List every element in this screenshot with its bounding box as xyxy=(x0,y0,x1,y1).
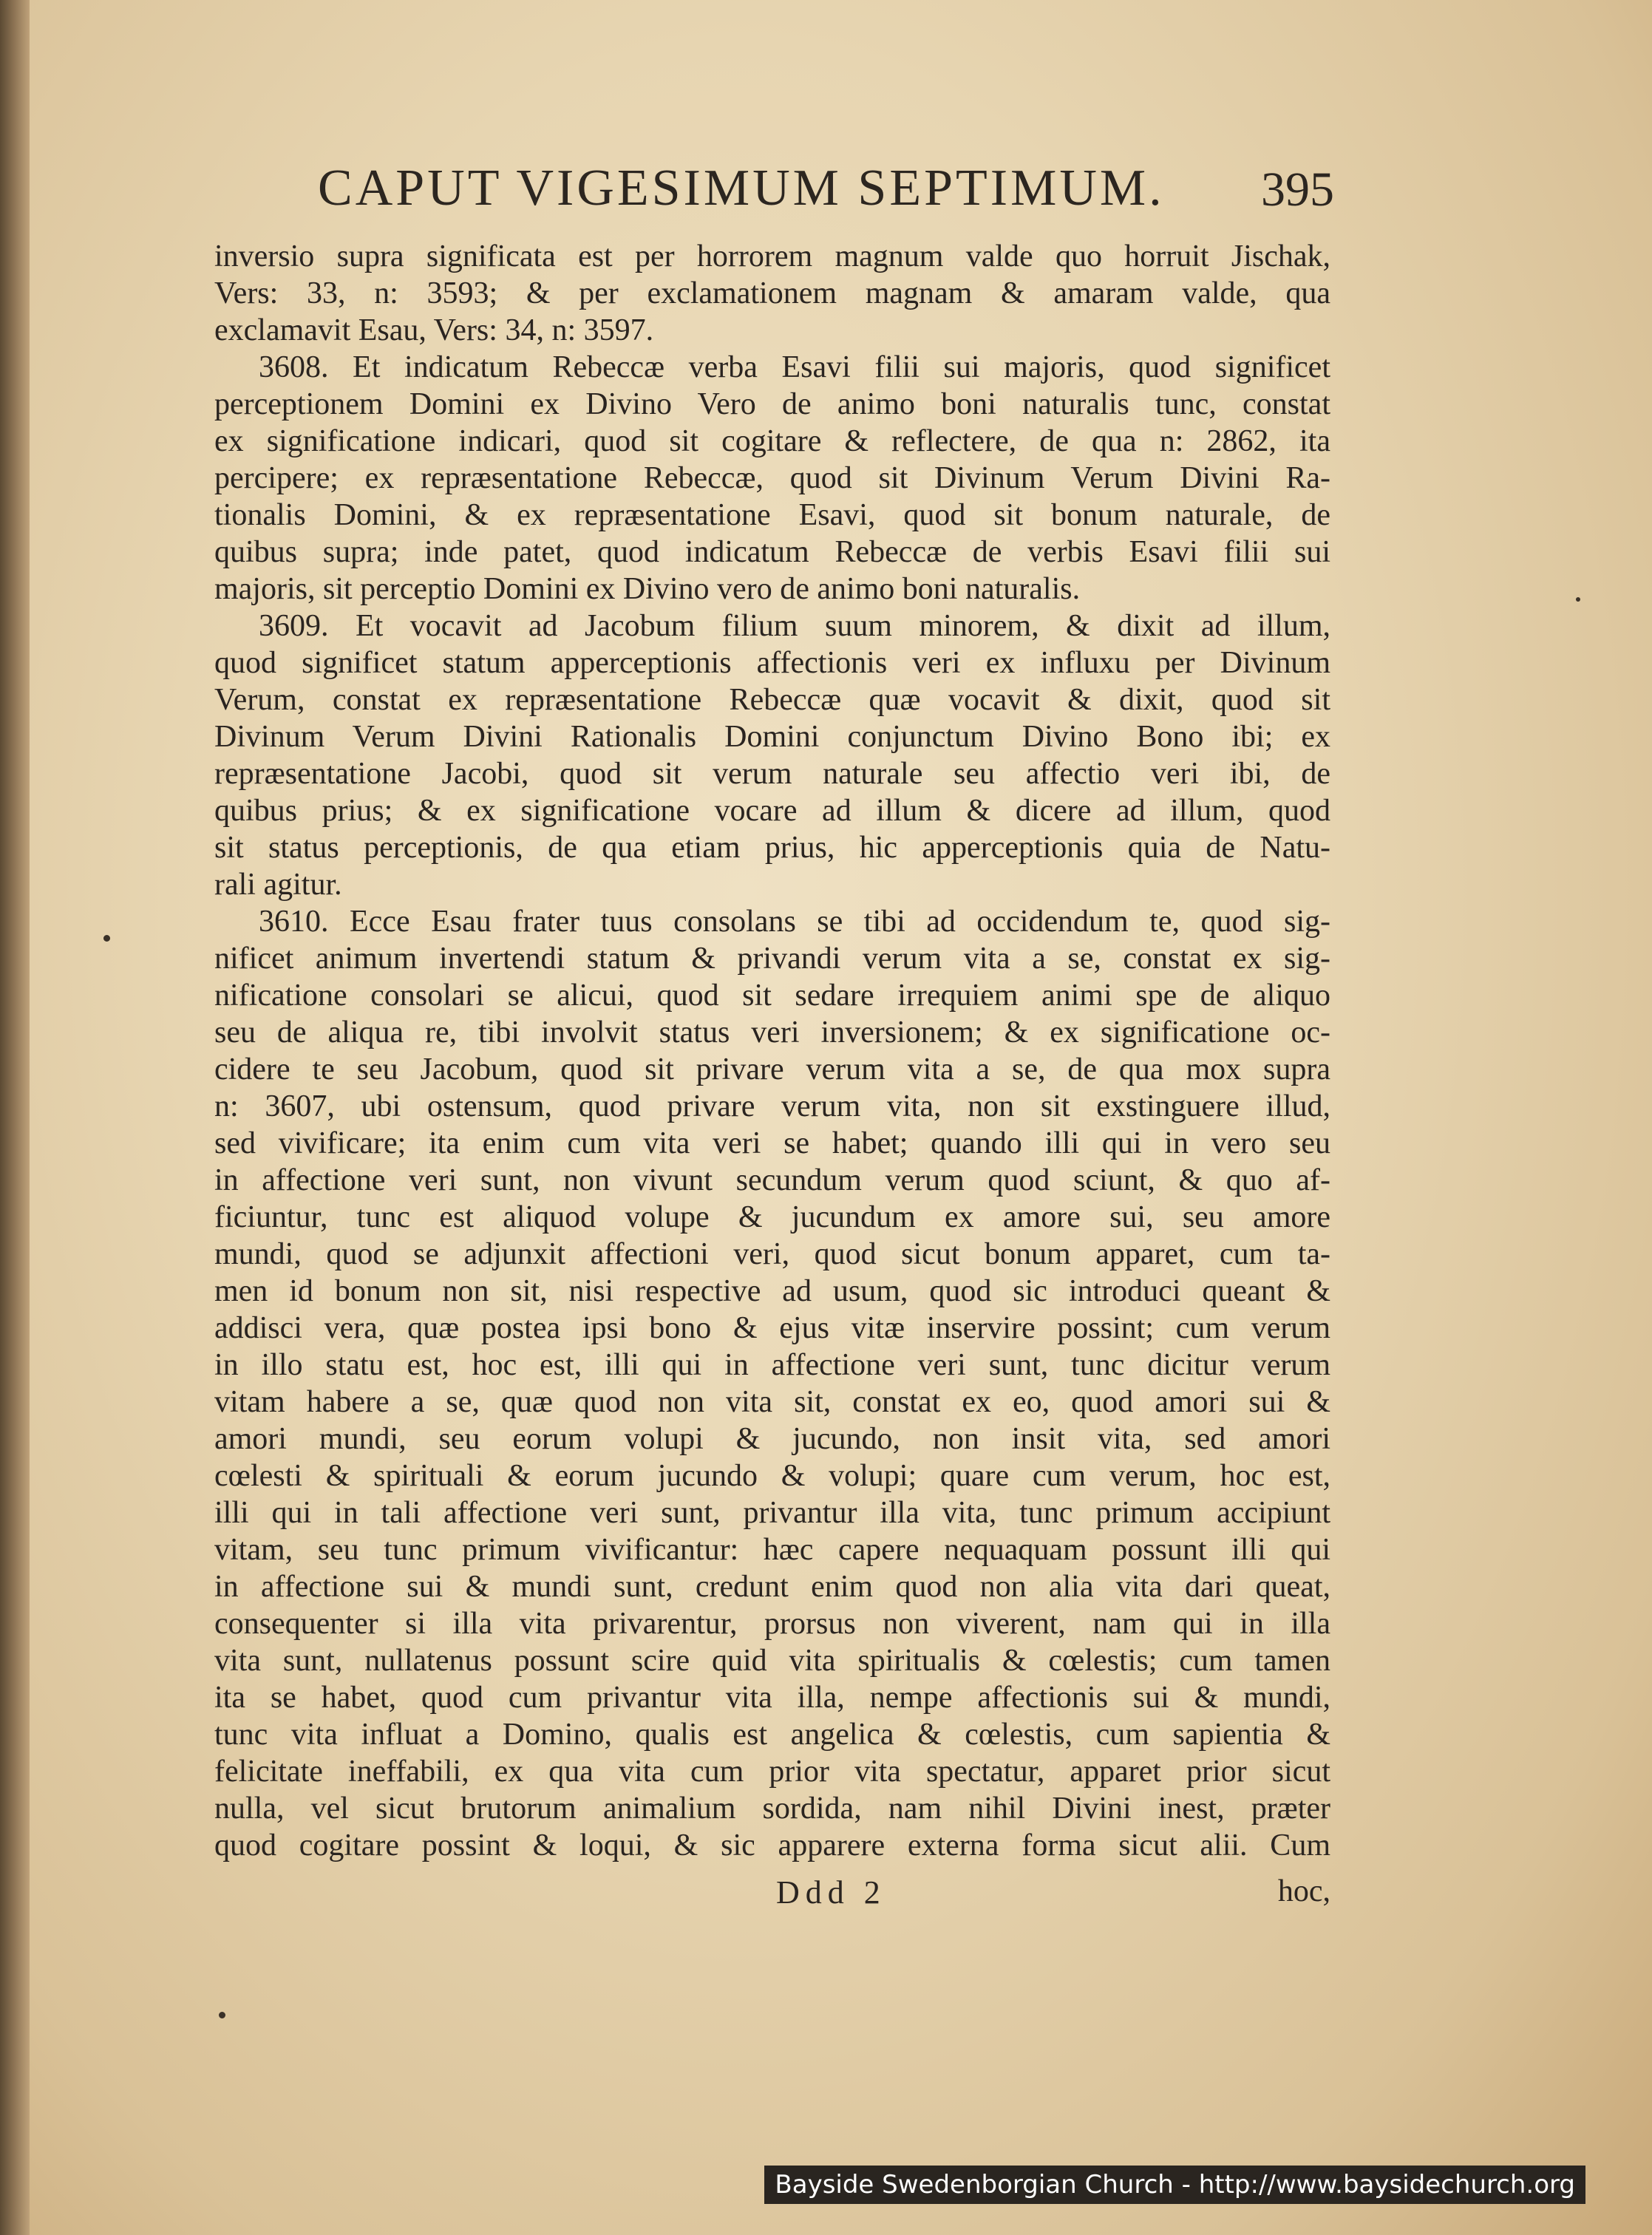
text-line: vitam habere a se, quæ quod non vita sit, constat ex eo, quod amori sui & xyxy=(214,1385,1330,1419)
text-line: nulla, vel sicut brutorum animalium sordida, nam nihil Divini inest, præter xyxy=(214,1792,1330,1826)
text-line: ita se habet, quod cum privantur vita illa, nempe affectionis sui & mundi, xyxy=(214,1681,1330,1715)
text-line: majoris, sit perceptio Domini ex Divino vero de animo boni naturalis. xyxy=(214,572,1081,606)
text-line: sed vivificare; ita enim cum vita veri se habet; quando illi qui in vero seu xyxy=(214,1126,1330,1160)
text-block xyxy=(214,238,1330,1864)
text-line: rali agitur. xyxy=(214,868,342,902)
text-line: ficiuntur, tunc est aliquod volupe & jucundum ex amore sui, seu amore xyxy=(214,1200,1330,1234)
text-line: quod cogitare possint & loqui, & sic apparere externa forma sicut alii. Cum xyxy=(214,1829,1330,1862)
text-line: n: 3607, ubi ostensum, quod privare verum vita, non sit exstinguere illud, xyxy=(214,1089,1330,1123)
text-line: quibus prius; & ex significatione vocare ad illum & dicere ad illum, quod xyxy=(214,794,1330,828)
paragraph-3610-start: 3610. Ecce Esau frater tuus consolans se tibi ad occidendum te, quod sig- xyxy=(259,905,1330,939)
text-line: Verum, constat ex repræsentatione Rebeccæ quæ vocavit & dixit, quod sit xyxy=(214,683,1330,717)
text-line: tionalis Domini, & ex repræsentatione Esavi, quod sit bonum naturale, de xyxy=(214,498,1330,532)
text-line: repræsentatione Jacobi, quod sit verum naturale seu affectio veri ibi, de xyxy=(214,757,1330,791)
catchword: hoc, xyxy=(1277,1874,1330,1908)
ink-speck xyxy=(219,2012,225,2018)
text-line: consequenter si illa vita privarentur, prorsus non viverent, nam qui in illa xyxy=(214,1607,1330,1641)
text-line: Divinum Verum Divini Rationalis Domini conjunctum Divino Bono ibi; ex xyxy=(214,720,1330,754)
paragraph-3609-start: 3609. Et vocavit ad Jacobum filium suum minorem, & dixit ad illum, xyxy=(259,609,1330,643)
text-line: inversio supra significata est per horrorem magnum valde quo horruit Jischak, xyxy=(214,239,1330,273)
text-line: cidere te seu Jacobum, quod sit privare verum vita a se, de qua mox supra xyxy=(214,1052,1330,1086)
paragraph-3608-start: 3608. Et indicatum Rebeccæ verba Esavi filii sui majoris, quod significet xyxy=(259,350,1330,384)
ink-speck xyxy=(103,935,110,942)
text-line: mundi, quod se adjunxit affectioni veri, quod sicut bonum apparet, cum ta- xyxy=(214,1237,1330,1271)
text-line: addisci vera, quæ postea ipsi bono & ejus vitæ inservire possint; cum verum xyxy=(214,1311,1330,1345)
text-line: nificatione consolari se alicui, quod sit sedare irrequiem animi spe de aliquo xyxy=(214,979,1330,1013)
signature-mark: Ddd 2 xyxy=(776,1874,886,1911)
text-line: nificet animum invertendi statum & privandi verum vita a se, constat ex sig- xyxy=(214,942,1330,976)
text-line: Vers: 33, n: 3593; & per exclamationem magnam & amaram valde, qua xyxy=(214,276,1330,310)
text-line: percipere; ex repræsentatione Rebeccæ, quod sit Divinum Verum Divini Ra- xyxy=(214,461,1330,495)
text-line: seu de aliqua re, tibi involvit status veri inversionem; & ex significatione oc- xyxy=(214,1016,1330,1050)
text-line: in affectione veri sunt, non vivunt secundum verum quod sciunt, & quo af- xyxy=(214,1163,1330,1197)
watermark: Bayside Swedenborgian Church - http://www.baysidechurch.org xyxy=(764,2166,1585,2204)
book-gutter xyxy=(0,0,30,2235)
running-header xyxy=(318,159,1334,225)
text-line: felicitate ineffabili, ex qua vita cum prior vita spectatur, apparet prior sicut xyxy=(214,1755,1330,1789)
text-line: illi qui in tali affectione veri sunt, privantur illa vita, tunc primum accipiunt xyxy=(214,1496,1330,1530)
page-number: 395 xyxy=(1261,163,1334,217)
text-line: quibus supra; inde patet, quod indicatum Rebeccæ de verbis Esavi filii sui xyxy=(214,535,1330,569)
text-line: perceptionem Domini ex Divino Vero de animo boni naturalis tunc, constat xyxy=(214,387,1330,421)
text-line: sit status perceptionis, de qua etiam prius, hic apperceptionis quia de Natu- xyxy=(214,831,1330,865)
text-line: exclamavit Esau, Vers: 34, n: 3597. xyxy=(214,313,654,347)
chapter-title: CAPUT VIGESIMUM SEPTIMUM. xyxy=(318,160,1165,217)
text-line: amori mundi, seu eorum volupi & jucundo, non insit vita, sed amori xyxy=(214,1422,1330,1456)
text-line: cœlesti & spirituali & eorum jucundo & volupi; quare cum verum, hoc est, xyxy=(214,1459,1330,1493)
text-line: ex significatione indicari, quod sit cogitare & reflectere, de qua n: 2862, ita xyxy=(214,424,1330,458)
text-line: tunc vita influat a Domino, qualis est angelica & cœlestis, cum sapientia & xyxy=(214,1718,1330,1752)
text-line: quod significet statum apperceptionis affectionis veri ex influxu per Divinum xyxy=(214,646,1330,680)
text-line: vita sunt, nullatenus possunt scire quid vita spiritualis & cœlestis; cum tamen xyxy=(214,1644,1330,1678)
text-line: in illo statu est, hoc est, illi qui in affectione veri sunt, tunc dicitur verum xyxy=(214,1348,1330,1382)
text-line: in affectione sui & mundi sunt, credunt enim quod non alia vita dari queat, xyxy=(214,1570,1330,1604)
ink-speck xyxy=(1576,597,1580,602)
text-line: men id bonum non sit, nisi respective ad usum, quod sic introduci queant & xyxy=(214,1274,1330,1308)
text-line: vitam, seu tunc primum vivificantur: hæc capere nequaquam possunt illi qui xyxy=(214,1533,1330,1567)
